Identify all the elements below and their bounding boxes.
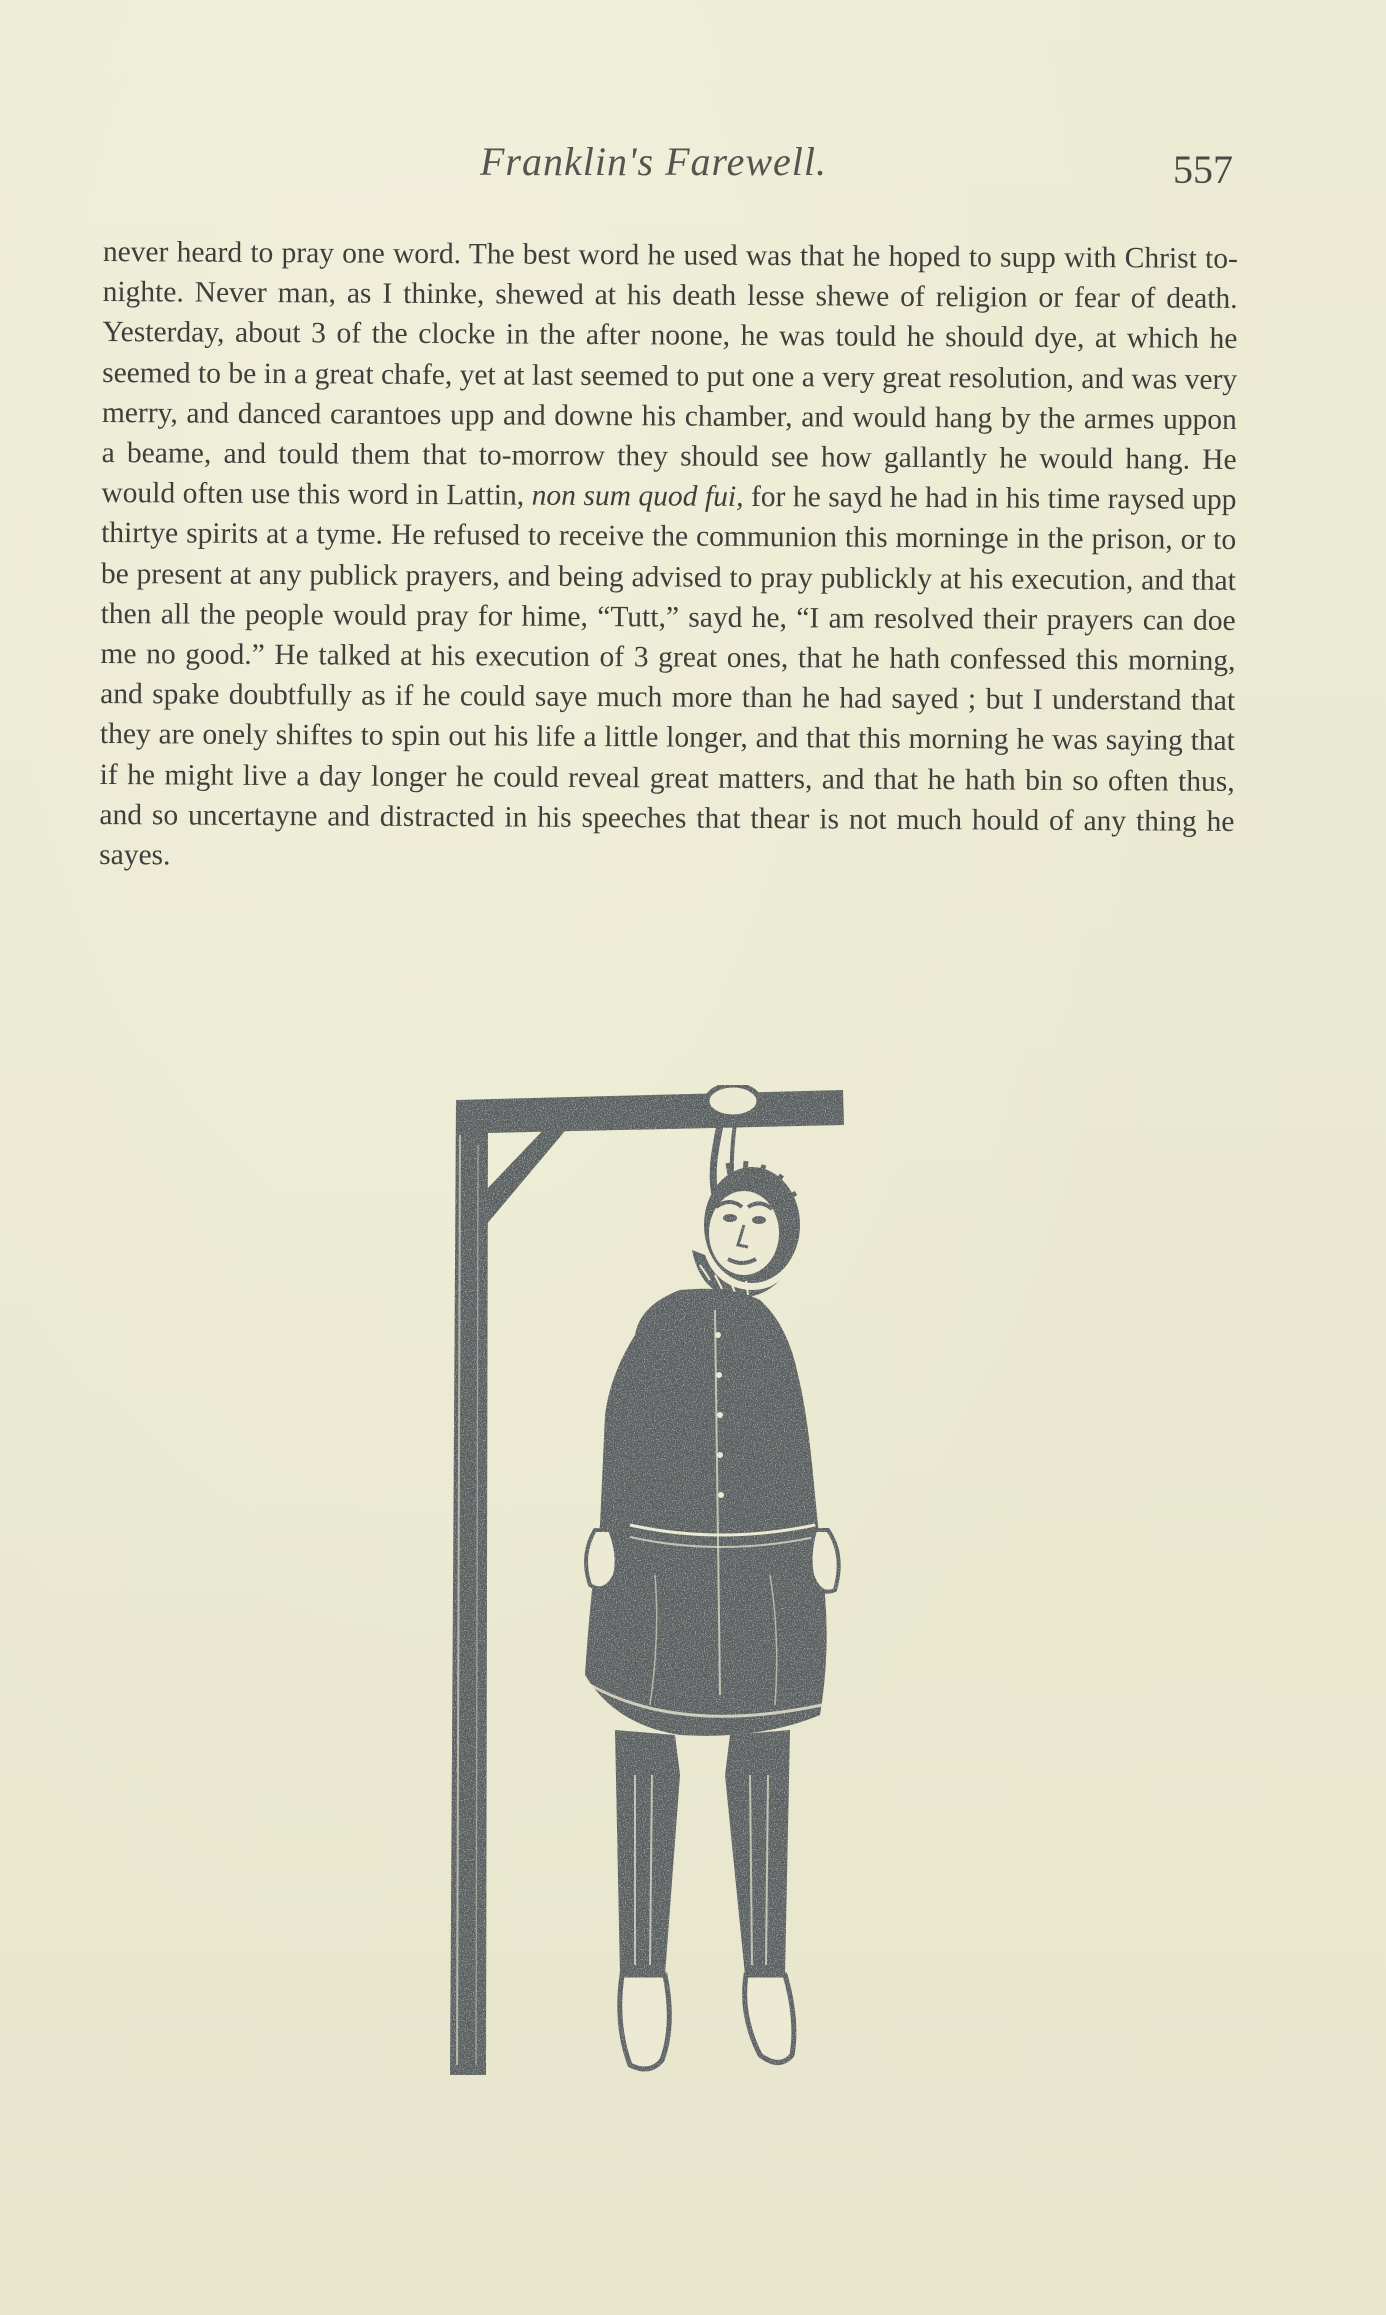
running-title: Franklin's Farewell. — [480, 139, 828, 184]
rope-knot — [707, 1085, 759, 1117]
body-text-part-2: for he sayd he had in his time raysed upp thirtye spirits at a tyme. He refused to receive the communion this morninge in the prison, or to be present at any publick prayers, and being advised to pray publickly at his execution, and that then all the people would pray for hime, “Tutt,” sayd he, “I am resolved their prayers can doe me no good.” He talked at his execution of 3 great ones, that he hath confessed this morning, and spake doubtfully as if he could saye much more than he had sayed ; but I understand that they are onely shiftes to spin out his life a little longer, and that this morning he was saying that if he might live a day longer he could reveal great matters, and that he hath bin so often thus, and so uncertayne and distracted in his speeches that thear is not much hould of any thing he sayes. — [99, 481, 1237, 872]
gallows-brace — [486, 1125, 570, 1225]
gallows-beam — [456, 1090, 844, 1133]
gallows-post — [450, 1100, 488, 2075]
page-number: 557 — [1173, 147, 1233, 192]
hanged-man-body — [585, 1289, 827, 1736]
body-paragraph — [99, 232, 1238, 882]
running-head — [0, 138, 1386, 198]
gallows-woodcut-illustration — [430, 1075, 870, 2095]
woodcut-ink — [450, 1085, 844, 2075]
hanged-man-head — [692, 1161, 800, 1298]
latin-phrase: non sum quod fui, — [531, 479, 744, 514]
body-text-part-1: never heard to pray one word. The best word he used was that he hoped to supp with Christ to-nighte. Never man, as I thinke, shewed at his death lesse shewe of religion or fear of death. Yesterday, about 3 of the clocke in the after noone, he was tould he should dye, at which he seemed to be in a great chafe, yet at last seemed to put one a very great resolution, and was very merry, and danced carantoes upp and downe his chamber, and would hang by the armes uppon a beame, and tould them that to-morrow they should see how gallantly he would hang. He would often use this word in Lattin, — [101, 235, 1238, 512]
hanged-man-legs — [615, 1730, 794, 2069]
